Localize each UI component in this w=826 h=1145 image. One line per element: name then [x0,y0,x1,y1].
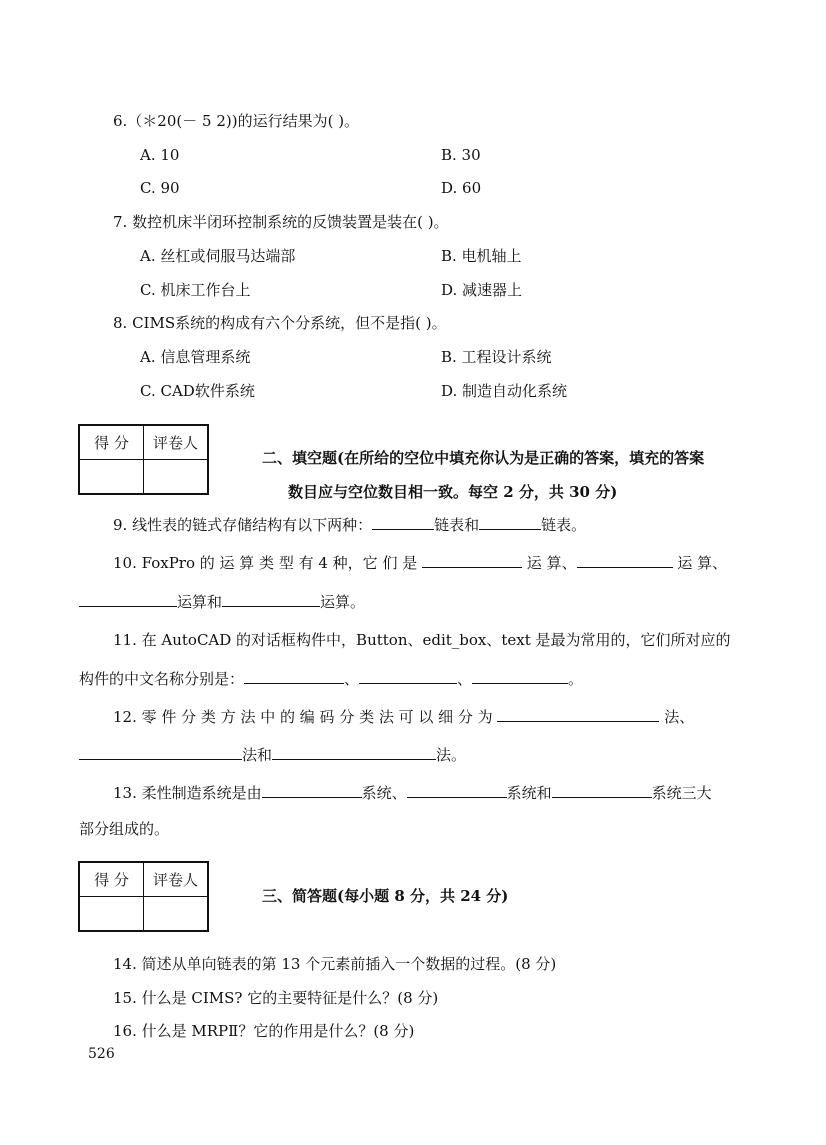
question-8-option-c: C. CAD软件系统 [140,382,255,400]
question-6-option-c: C. 90 [140,179,180,197]
page-number: 526 [88,1046,115,1062]
answer-blank [272,745,436,760]
grader-header: 评卷人 [144,425,209,460]
question-10-text-2: 运 算、 [526,554,577,572]
question-6-stem: 6.（＊20(－ 5 2))的运行结果为( )。 [113,112,360,130]
question-13-text-3: 系统和 [506,784,552,802]
grader-cell [144,460,209,495]
question-6-option-b: B. 30 [441,146,481,164]
question-7-option-d: D. 减速器上 [441,281,523,299]
section-2-title-line2: 数目应与空位数目相一致。每空 2 分，共 30 分) [288,483,618,501]
question-13-text-1: 13. 柔性制造系统是由 [113,784,262,802]
question-10-text-1: 10. FoxPro 的 运 算 类 型 有 4 种，它 们 是 [113,554,418,572]
question-10-text-4: 运算和 [177,593,223,611]
question-7-option-a: A. 丝杠或伺服马达端部 [140,247,296,265]
question-11-text-1: 构件的中文名称分别是： [79,670,245,688]
score-box-section-3 [78,861,209,932]
score-cell [79,460,144,495]
question-13-text-4: 系统三大 [651,784,712,802]
score-cell [79,897,144,932]
question-10-text-5: 运算。 [320,593,366,611]
question-10-text-3: 运 算、 [677,554,728,572]
answer-blank [79,745,242,760]
question-15: 15. 什么是 CIMS? 它的主要特征是什么？(8 分) [113,989,439,1007]
question-6-option-d: D. 60 [441,179,482,197]
question-11-sep-2: 、 [457,670,473,688]
question-13-line1 [113,783,712,803]
question-9-text-3: 链表。 [541,516,587,534]
answer-blank [372,515,434,530]
question-13-line2: 部分组成的。 [79,820,170,838]
question-14: 14. 简述从单向链表的第 13 个元素前插入一个数据的过程。(8 分) [113,955,557,973]
score-box-section-2 [78,424,209,495]
answer-blank [552,783,652,798]
question-8-option-d: D. 制造自动化系统 [441,382,568,400]
question-10-line1 [113,553,727,573]
question-11-sep-1: 、 [344,670,360,688]
question-11-end: 。 [568,670,584,688]
answer-blank [577,553,673,568]
question-12-text-4: 法。 [436,746,467,764]
answer-blank [422,553,522,568]
question-12-line2 [79,745,466,765]
question-8-stem: 8. CIMS系统的构成有六个分系统，但不是指( )。 [113,314,447,332]
answer-blank [479,515,541,530]
answer-blank [244,669,344,684]
section-3-title: 三、简答题(每小题 8 分，共 24 分) [262,887,509,905]
answer-blank [262,783,362,798]
question-6-option-a: A. 10 [140,146,180,164]
question-9-text-1: 9. 线性表的链式存储结构有以下两种： [113,516,373,534]
question-9 [113,515,586,535]
grader-cell [144,897,209,932]
question-16: 16. 什么是 MRPⅡ？它的作用是什么？(8 分) [113,1022,415,1040]
grader-header: 评卷人 [144,862,209,897]
question-11-line2 [79,669,583,689]
question-7-stem: 7. 数控机床半闭环控制系统的反馈装置是装在( )。 [113,213,449,231]
question-12-text-2: 法、 [664,708,695,726]
question-9-text-2: 链表和 [434,516,480,534]
question-8-option-a: A. 信息管理系统 [140,348,251,366]
question-12-text-3: 法和 [242,746,273,764]
answer-blank [359,669,457,684]
section-2-title-line1: 二、填空题(在所给的空位中填充你认为是正确的答案，填充的答案 [262,449,705,467]
answer-blank [472,669,568,684]
score-header: 得 分 [79,425,144,460]
question-7-option-c: C. 机床工作台上 [140,281,251,299]
answer-blank [407,783,507,798]
question-12-text-1: 12. 零 件 分 类 方 法 中 的 编 码 分 类 法 可 以 细 分 为 [113,708,493,726]
question-13-text-2: 系统、 [361,784,407,802]
score-header: 得 分 [79,862,144,897]
question-7-option-b: B. 电机轴上 [441,247,522,265]
question-11-line1: 11. 在 AutoCAD 的对话框构件中，Button、edit_box、text 是最为常用的，它们所对应的 [113,631,731,649]
answer-blank [222,592,320,607]
question-12-line1 [113,707,694,727]
answer-blank [497,707,659,722]
answer-blank [79,592,177,607]
question-8-option-b: B. 工程设计系统 [441,348,552,366]
question-10-line2 [79,592,365,612]
